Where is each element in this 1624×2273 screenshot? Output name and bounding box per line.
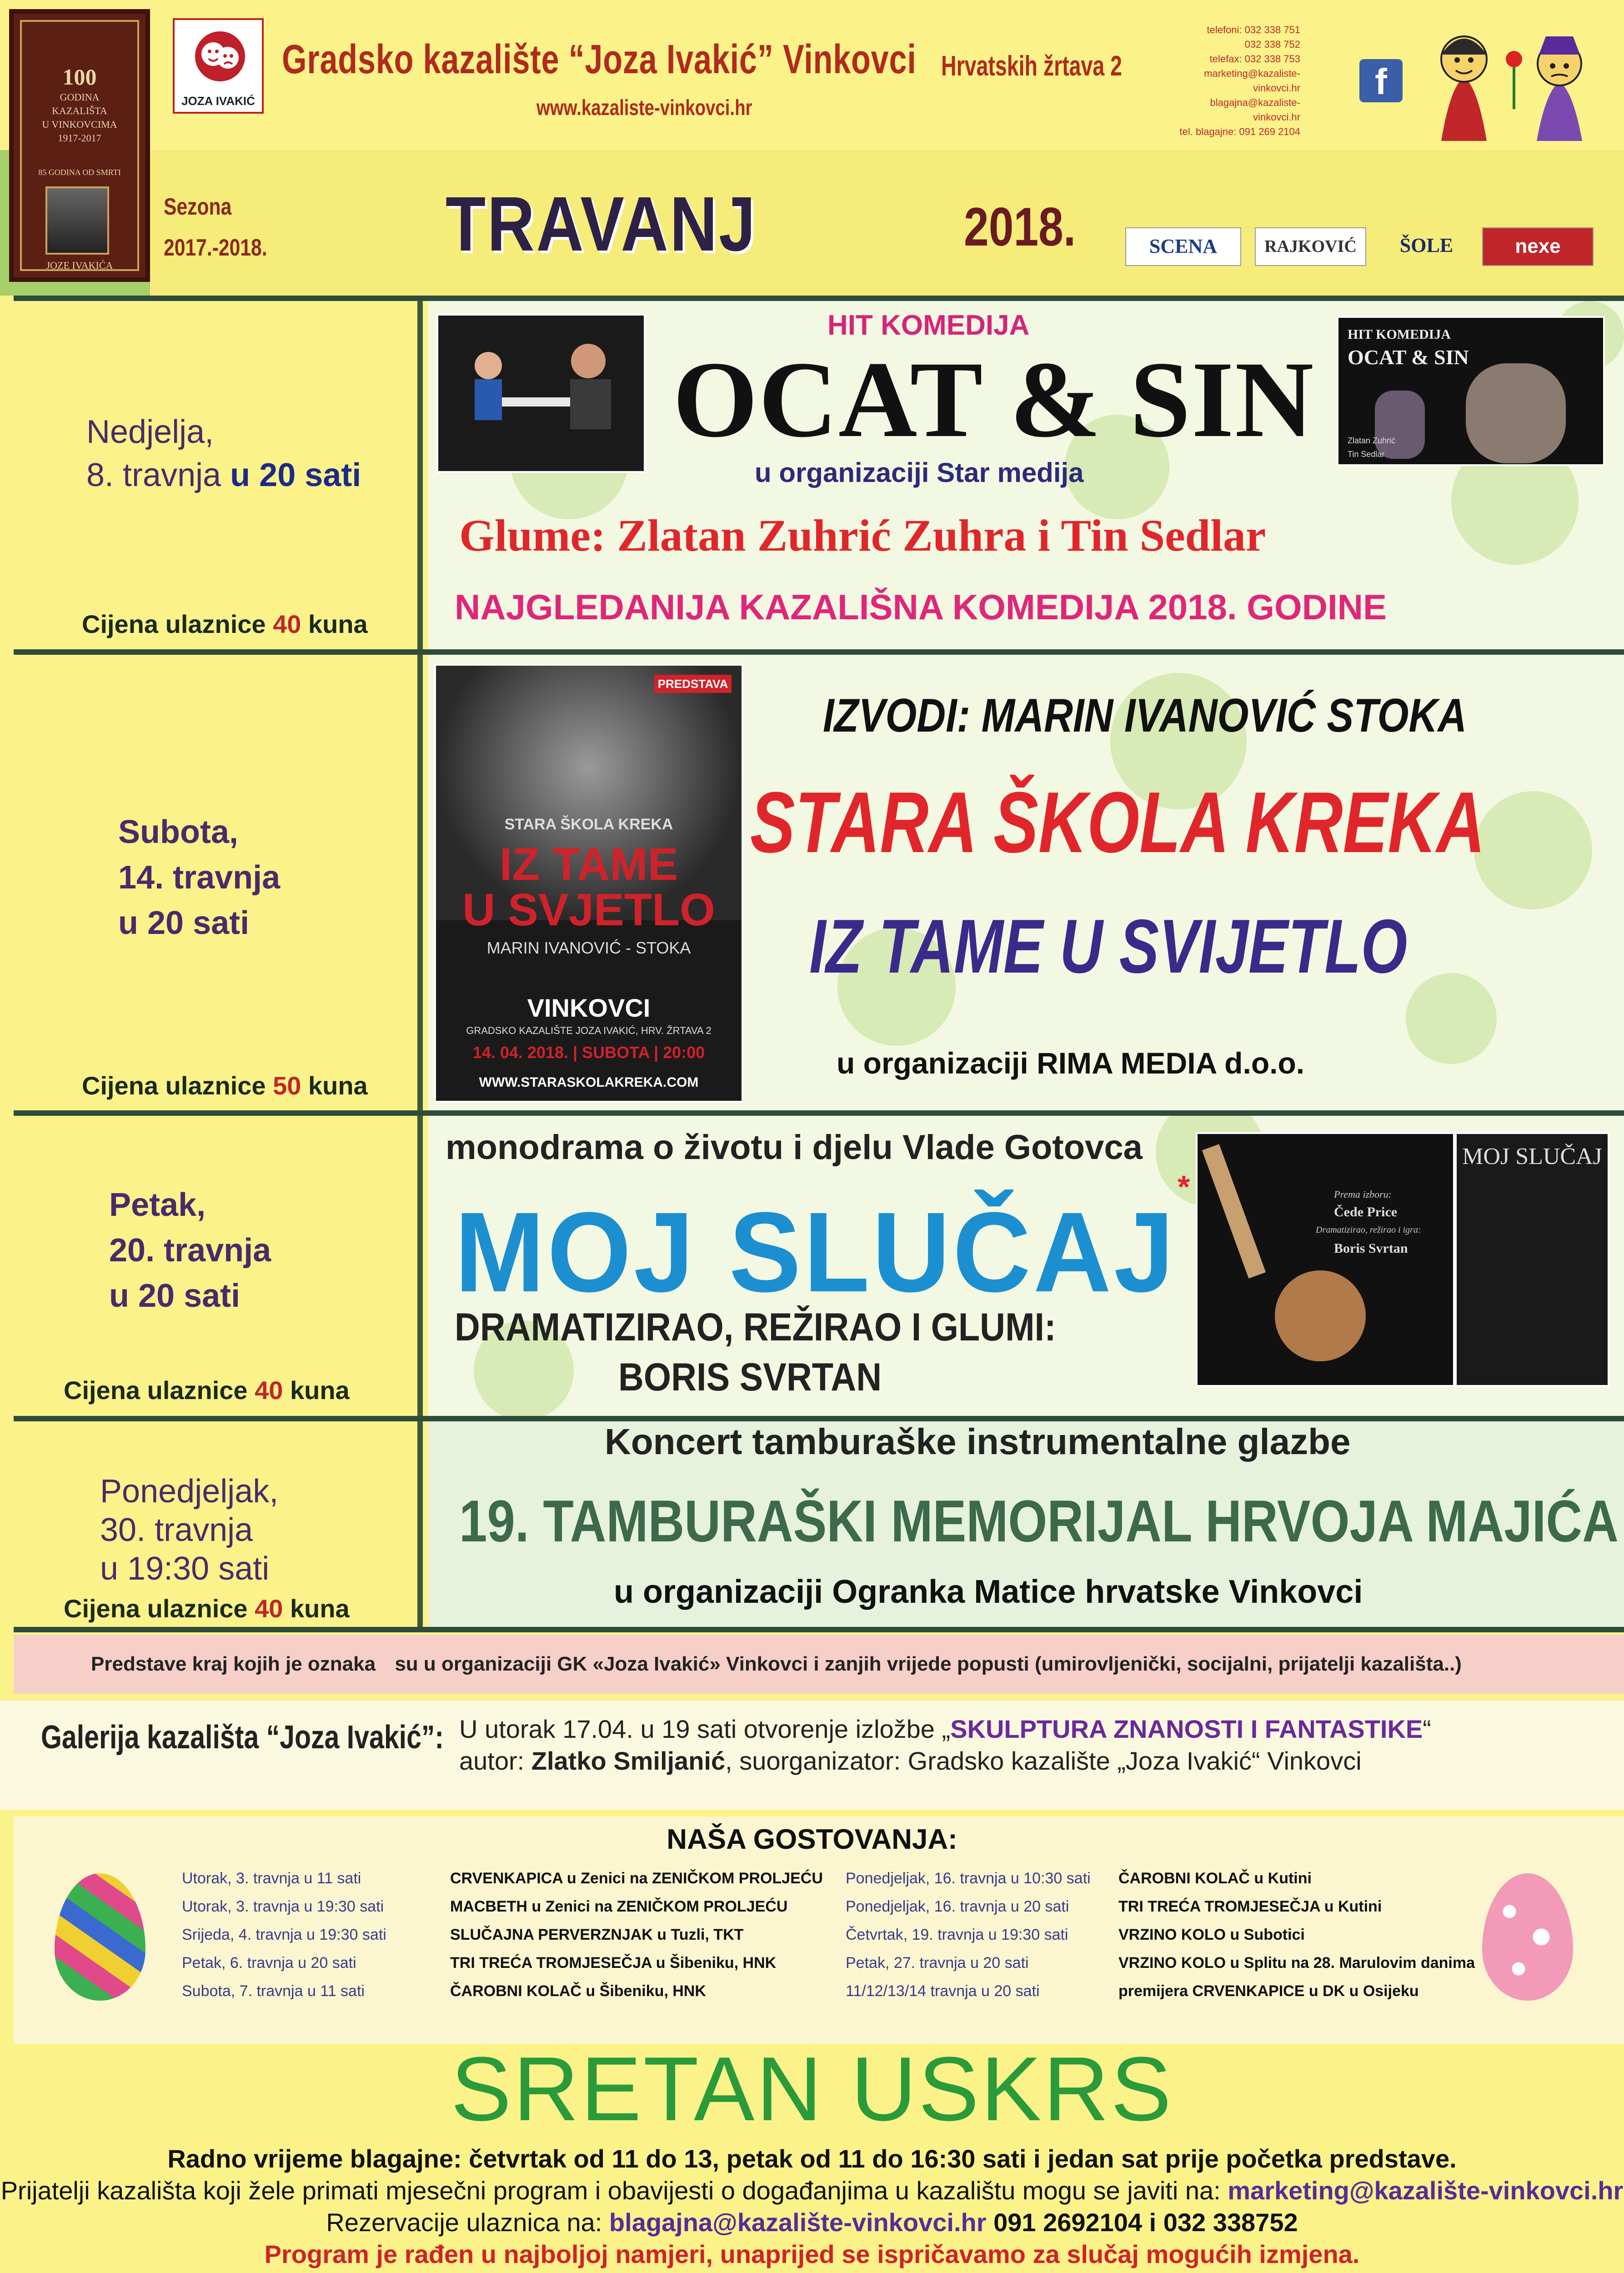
gallery-line2 [459,1746,1362,1776]
tour-date: Utorak, 3. travnja u 19:30 sati [182,1898,384,1915]
event-1-price [82,609,368,639]
poster-actor-photo [1466,363,1566,463]
row-divider [14,649,1624,655]
poster-cast: Zlatan Zuhrić [1348,436,1396,445]
contact-phone: telefoni: 032 338 751 [1207,24,1300,35]
tour-show: ČAROBNI KOLAČ u Šibeniku, HNK [450,1982,706,2000]
event-1-date-value: 8. travnja [86,457,221,493]
event-1-photo [436,314,646,473]
poster-title: IZ TAME [499,839,678,890]
event-1-slogan: NAJGLEDANIJA KAZALIŠNA KOMEDIJA 2018. GODINE [455,587,1387,627]
poster-author: MARIN IVANOVIĆ - STOKA [486,938,691,957]
event-3-date: 20. travnja [109,1232,271,1269]
event-1-tag: HIT KOMEDIJA [827,310,1030,341]
tour-show: VRZINO KOLO u Subotici [1118,1926,1305,1943]
event-4-title: 19. TAMBURAŠKI MEMORIJAL HRVOJA MAJIĆA [459,1488,1619,1554]
poster-credit: Prema izboru: [1334,1189,1392,1200]
price-currency: kuna [301,1071,368,1100]
gallery-exhibition-title: SKULPTURA ZNANOSTI I FANTASTIKE [950,1715,1423,1743]
anniversary-line1: GODINA [60,91,100,103]
tour-date: Petak, 27. travnja u 20 sati [846,1954,1029,1972]
anniversary-line2: KAZALIŠTA [52,105,107,116]
newsletter-info [0,2176,1624,2205]
price-value: 50 [273,1071,301,1100]
poster-credit: Boris Svrtan [1334,1241,1408,1256]
note-part2: su u organizaciji GK «Joza Ivakić» Vinkovci i zanjih vrijede popusti (umirovljenički, socijalni, prijatelji kazališta..) [395,1653,1462,1675]
marketing-email-link[interactable]: marketing@kazalište-vinkovci.hr [1228,2176,1624,2205]
tour-date: Ponedjeljak, 16. travnja u 10:30 sati [846,1870,1091,1887]
event-1-date-connector: u [221,457,260,493]
gallery-author: Zlatko Smiljanić [531,1746,726,1775]
easter-greeting: SRETAN USKRS [451,2038,1173,2140]
contact-email-marketing[interactable]: marketing@kazaliste-vinkovci.hr [1204,68,1300,94]
gallery-coorganizer: , suorganizator: Gradsko kazalište „Joza Ivakić“ Vinkovci [725,1746,1362,1775]
poster-venue: GRADSKO KAZALIŠTE JOZA IVAKIĆ, HRV. ŽRTAVA 2 [466,1025,712,1036]
tour-date: Ponedjeljak, 16. travnja u 20 sati [846,1898,1069,1915]
event-1-day: Nedjelja, [86,414,214,450]
theatre-website-link[interactable]: www.kazaliste-vinkovci.hr [536,96,752,120]
tour-date: Utorak, 3. travnja u 11 sati [182,1870,361,1887]
header-month-band [150,150,1624,296]
event-4-organizer: u organizaciji Ogranka Matice hrvatske Vinkovci [614,1574,1363,1610]
reservation-phones: 091 2692104 i 032 338752 [986,2208,1298,2237]
event-3-actor: BORIS SVRTAN [618,1355,882,1399]
contact-email-box-office[interactable]: blagajna@kazaliste-vinkovci.hr [1210,97,1300,123]
poster-series: STARA ŠKOLA KREKA [504,816,673,833]
tour-show: VRZINO KOLO u Splitu na 28. Marulovim danima [1118,1954,1475,1972]
tour-show: TRI TREĆA TROMJESEČJA u Šibeniku, HNK [450,1954,777,1972]
event-1-cast: Glume: Zlatan Zuhrić Zuhra i Tin Sedlar [459,510,1266,561]
tour-show: TRI TREĆA TROMJESEČJA u Kutini [1118,1898,1382,1915]
theatre-address: Hrvatskih žrtava 2 [941,50,1123,82]
event-4-intro: Koncert tamburaške instrumentalne glazbe [605,1421,1351,1462]
mascot-illustration [1423,18,1614,146]
contact-phone: 032 338 752 [1244,39,1300,50]
poster-website: WWW.STARASKOLAKREKA.COM [479,1075,699,1090]
poster-badge: PREDSTAVA [654,675,732,693]
anniversary-years: 100 [62,64,97,90]
tour-date: Petak, 6. travnja u 20 sati [182,1954,356,1972]
price-currency: kuna [283,1594,350,1623]
touring-right-dates [846,1864,1091,2005]
poster-title: OCAT & SIN [1348,346,1469,369]
price-label: Cijena ulaznice [82,610,273,638]
sponsor-logo-sole[interactable]: ŠOLE [1378,227,1475,266]
season-label [164,186,267,268]
discount-note [14,1635,1624,1694]
tour-show: ČAROBNI KOLAČ u Kutini [1118,1870,1312,1887]
price-currency: kuna [283,1376,350,1405]
price-label: Cijena ulaznice [64,1594,255,1623]
event-1-date [86,452,361,498]
month-title: TRAVANJ [446,181,757,267]
tour-show: SLUČAJNA PERVERZNJAK u Tuzli, TKT [450,1926,744,1943]
event-2-title: STARA ŠKOLA KREKA [750,774,1485,871]
event-2-time: u 20 sati [118,905,250,941]
anniversary-line4: 85 GODINA OD SMRTI [38,168,121,177]
poster-city: VINKOVCI [527,993,651,1022]
event-4-price [64,1594,350,1623]
sponsor-logo-nexe[interactable]: nexe [1482,227,1594,266]
portrait-image [45,186,109,255]
sponsor-logo-scena[interactable]: SCENA [1125,227,1241,266]
poster-actor-photo [1375,391,1425,459]
price-currency: kuna [301,610,368,638]
poster-tag: HIT KOMEDIJA [1348,327,1451,342]
price-value: 40 [255,1376,283,1405]
box-office-email-link[interactable]: blagajna@kazalište-vinkovci.hr [609,2208,987,2237]
price-label: Cijena ulaznice [64,1376,255,1405]
gallery-intro: U utorak 17.04. u 19 sati otvorenje izložbe „ [459,1715,951,1743]
theatre-logo[interactable] [173,18,264,114]
event-2-organizer: u organizaciji RIMA MEDIA d.o.o. [837,1046,1305,1080]
price-value: 40 [255,1594,283,1623]
event-1-title: OCAT & SIN [673,339,1315,460]
touring-title: NAŠA GOSTOVANJA: [667,1824,957,1855]
sponsor-logo-rajkovic[interactable]: RAJKOVIĆ [1255,227,1366,266]
tour-date: Srijeda, 4. travnja u 19:30 sati [182,1926,386,1943]
price-value: 40 [273,610,301,638]
tour-date: Subota, 7. travnja u 11 sati [182,1982,365,2000]
contact-fax: telefax: 032 338 753 [1209,53,1300,65]
box-office-hours: Radno vrijeme blagajne: četvrtak od 11 do 13, petak od 11 do 16:30 sati i jedan sat prije početka predstave. [167,2144,1457,2173]
anniversary-range: 1917-2017 [58,132,101,144]
event-1-organizer: u organizaciji Star medija [755,457,1084,488]
row-divider [14,296,1624,301]
tour-date: Četvrtak, 19. travnja u 19:30 sati [846,1926,1068,1943]
event-2-price [82,1071,368,1100]
logo-label: JOZA IVAKIĆ [181,94,255,108]
contact-list [1164,23,1300,139]
event-3-title: MOJ SLUČAJ [455,1189,1177,1315]
poster-cast: Tin Sedlar [1348,450,1385,459]
poster-credit: Dramatizirao, režirao i igra: [1316,1225,1421,1235]
tour-show: CRVENKAPICA u Zenici na ZENIČKOM PROLJEĆU [450,1870,823,1887]
event-3-poster [1196,1132,1455,1387]
reservation-info [0,2208,1624,2237]
tour-show: MACBETH u Zenici na ZENIČKOM PROLJEĆU [450,1898,788,1915]
event-2-day: Subota, [118,814,238,850]
year-title: 2018. [964,196,1076,257]
note-part1: Predstave kraj kojih je oznaka [91,1653,376,1675]
anniversary-line3: U VINKOVCIMA [42,119,117,130]
row-divider [14,1110,1624,1116]
gallery-label: Galerija kazališta “Joza Ivakić”: [41,1719,444,1756]
anniversary-name: JOZE IVAKIĆA [46,260,113,271]
event-3-description: monodrama o životu i djelu Vlade Gotovca [446,1128,1143,1167]
in-house-marker: * [1178,1169,1190,1204]
theatre-masks-icon [195,31,245,81]
gallery-line1 [459,1714,1431,1744]
theatre-name: Gradsko kazalište “Joza Ivakić” Vinkovci [282,37,917,82]
event-1-poster [1337,316,1605,466]
event-4-time: u 19:30 sati [100,1550,270,1587]
season-title: Sezona [164,194,232,220]
event-3-time: u 20 sati [109,1278,241,1314]
event-3-price [64,1375,350,1405]
event-2-performer: IZVODI: MARIN IVANOVIĆ STOKA [823,689,1467,742]
gallery-quote: “ [1423,1715,1431,1743]
facebook-icon[interactable]: f [1359,59,1403,102]
touring-left-dates [182,1864,386,2005]
event-3-day: Petak, [109,1187,206,1223]
poster-credit: Čede Price [1334,1204,1398,1219]
event-4-date: 30. travnja [100,1512,253,1548]
event-2-subtitle: IZ TAME U SVIJETLO [809,903,1408,989]
event-2-date: 14. travnja [118,859,281,896]
event-3-poster-text [1455,1132,1609,1387]
poster-datetime: 14. 04. 2018. | SUBOTA | 20:00 [472,1043,705,1062]
row-divider [14,1627,1624,1632]
newsletter-text: Prijatelji kazališta koji žele primati mjesečni program i obavijesti o događanjima u kazalištu mogu se javiti na: [0,2176,1228,2205]
event-1-time: 20 sati [259,457,361,493]
disclaimer: Program je rađen u najboljoj namjeri, unaprijed se ispričavamo za slučaj mogućih izmjena. [264,2240,1360,2268]
touring-right-shows [1118,1864,1475,2005]
event-3-credits: DRAMATIZIRAO, REŽIRAO I GLUMI: [455,1305,1056,1349]
tour-date: 11/12/13/14 travnja u 20 sati [846,1982,1040,2000]
poster-title: MOJ SLUČAJ [1462,1144,1602,1169]
anniversary-badge [9,9,150,282]
season-years: 2017.-2018. [164,235,267,261]
touring-left-shows [450,1864,823,2005]
price-label: Cijena ulaznice [82,1071,273,1100]
event-4-day: Ponedjeljak, [100,1473,279,1510]
contact-box-office-phone: tel. blagajne: 091 269 2104 [1179,126,1300,137]
reservation-text: Rezervacije ulaznica na: [326,2208,609,2237]
tour-show: premijera CRVENKAPICE u DK u Osijeku [1118,1982,1419,2000]
event-2-poster [434,664,743,1103]
poster-title: U SVJETLO [462,884,715,935]
gallery-author-label: autor: [459,1746,531,1775]
